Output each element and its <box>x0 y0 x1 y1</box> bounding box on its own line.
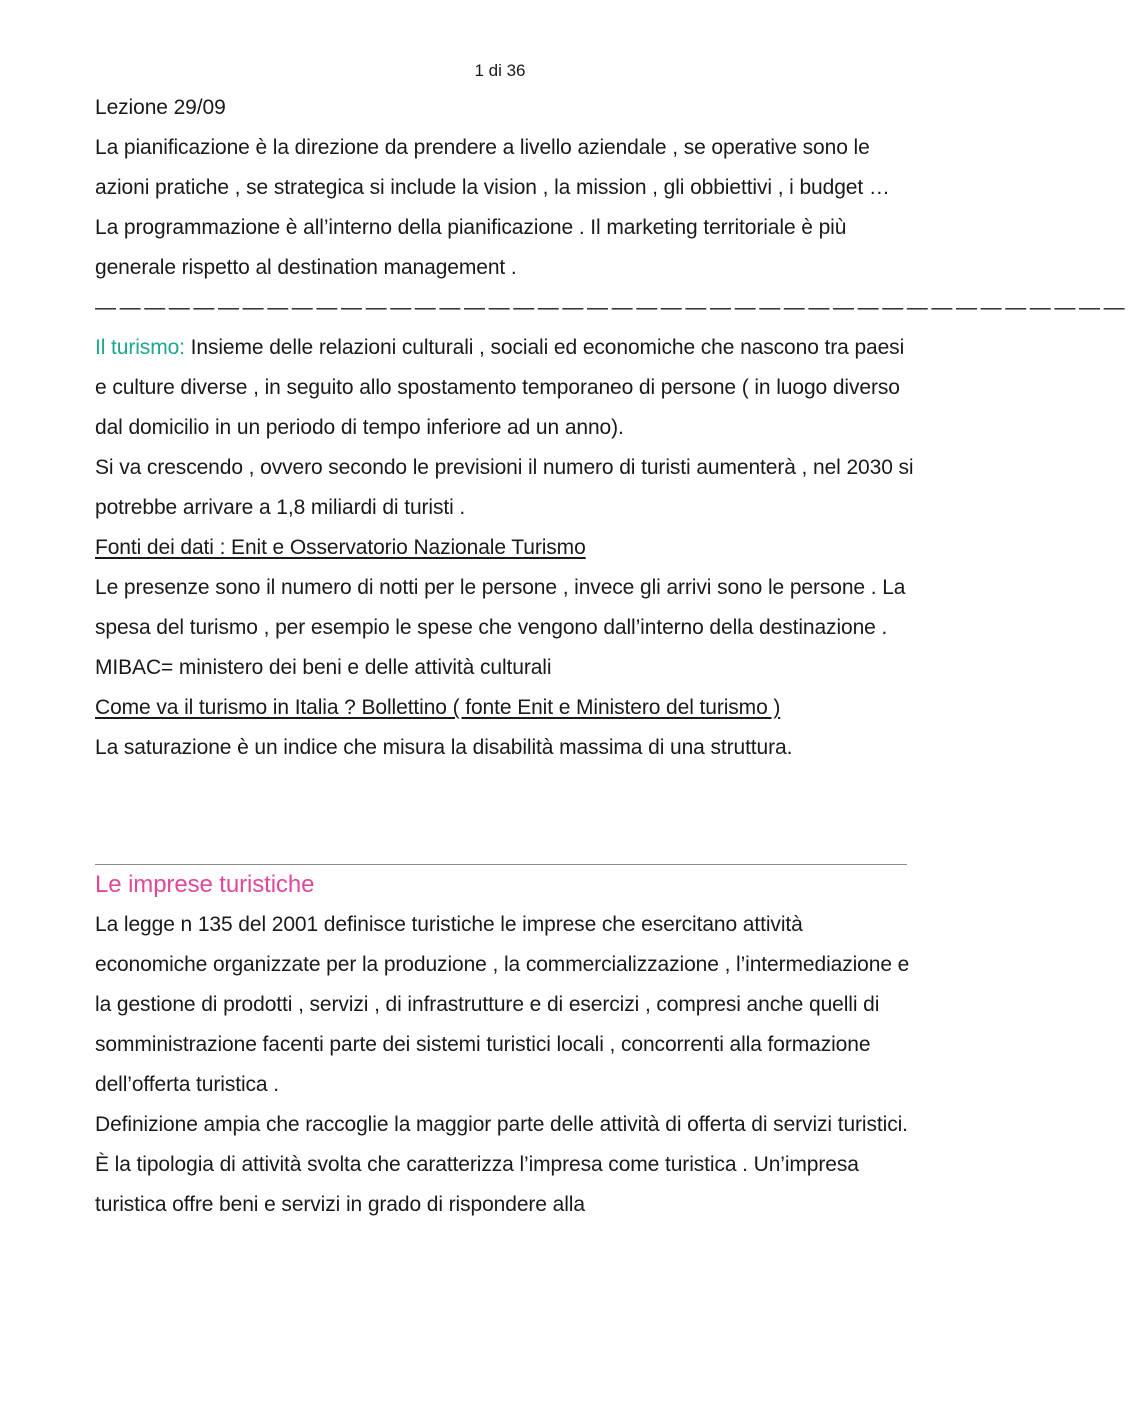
bollettino-line <box>95 688 915 728</box>
saturazione-paragraph: La saturazione è un indice che misura la disabilità massima di una struttura. <box>95 736 793 759</box>
mibac-line: MIBAC= ministero dei beni e delle attività culturali <box>95 656 552 679</box>
data-sources-line <box>95 528 915 568</box>
lesson-title: Lezione 29/09 <box>95 96 226 119</box>
bollettino-text: Come va il turismo in Italia ? Bollettino ( fonte Enit e Ministero del turismo ) <box>95 696 781 719</box>
section-heading: Le imprese turistiche <box>95 871 315 898</box>
presenze-paragraph: Le presenze sono il numero di notti per le persone , invece gli arrivi sono le persone . La spesa del turismo , per esempio le spese che vengono dall’interno della destinazione . <box>95 576 906 639</box>
imprese-paragraph-2: Definizione ampia che raccoglie la maggior parte delle attività di offerta di servizi turistici. È la tipologia di attività svolta che caratterizza l’impresa come turistica . Un’impresa turistica offre beni e servizi in grado di rispondere alla <box>95 1113 908 1216</box>
turismo-definition <box>95 328 915 448</box>
growth-paragraph: Si va crescendo , ovvero secondo le previsioni il numero di turisti aumenterà , nel 2030 si potrebbe arrivare a 1,8 miliardi di turisti . <box>95 456 914 519</box>
data-sources-text: Fonti dei dati : Enit e Osservatorio Nazionale Turismo <box>95 536 586 559</box>
dashed-separator: —————————————————————————————————————————— <box>95 296 1128 319</box>
section-spacer <box>95 768 915 848</box>
page-number: 1 di 36 <box>474 61 526 80</box>
turismo-term: Il turismo: <box>95 336 185 359</box>
document-body <box>95 88 1128 1225</box>
turismo-definition-text: Insieme delle relazioni culturali , sociali ed economiche che nascono tra paesi e culture diverse , in seguito allo spostamento temporaneo di persone ( in luogo diverso dal domicilio in un periodo di tempo inferiore ad un anno). <box>95 336 905 439</box>
imprese-paragraph-1: La legge n 135 del 2001 definisce turistiche le imprese che esercitano attività economiche organizzate per la produzione , la commercializzazione , l’intermediazione e la gestione di prodotti , servizi , di infrastrutture e di esercizi , compresi anche quelli di somministrazione facenti parte dei sistemi turistici locali , concorrenti alla formazione dell’offerta turistica . <box>95 913 910 1096</box>
planning-paragraph: La pianificazione è la direzione da prendere a livello aziendale , se operative sono le azioni pratiche , se strategica si include la vision , la mission , gli obbiettivi , i budget … La programmazione è all’interno della pianificazione . Il marketing territoriale è più generale rispetto al destination management . <box>95 136 890 279</box>
